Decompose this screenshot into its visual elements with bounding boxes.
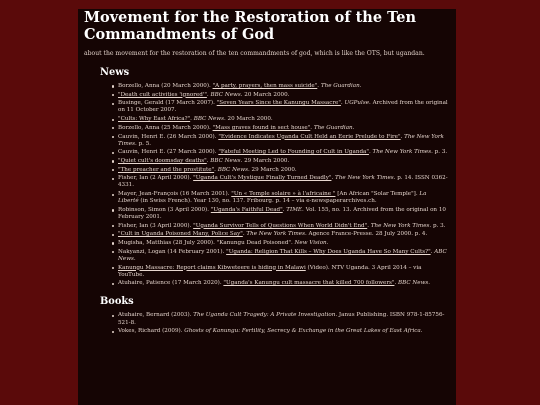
- section-heading-news: News: [100, 67, 130, 78]
- citation-text: . 29 March 2000.: [240, 158, 290, 164]
- citation-link[interactable]: "Cults: Why East Africa?": [118, 116, 191, 123]
- citation-publication: The New York Times: [372, 149, 432, 156]
- citation-link[interactable]: "The preacher and the prostitute": [118, 166, 215, 173]
- citation-text: .: [214, 166, 218, 173]
- list-item: [118, 92, 448, 99]
- citation-publication: Ghosts of Kanungu: Fertility, Secrecy & Exchange in the Great Lakes of East Africa: [184, 328, 421, 335]
- citation-link[interactable]: "A party, prayers, then mass suicide": [212, 83, 318, 89]
- list-item: [118, 175, 448, 189]
- citation-text: .: [133, 255, 136, 262]
- citation-publication: The New York Times: [335, 175, 394, 182]
- citation-text: Borzello, Anna (25 March 2000).: [118, 124, 213, 131]
- page-title: Movement for the Restoration of the Ten Commandments of God: [84, 9, 417, 43]
- citation-publication: BBC News: [398, 280, 429, 287]
- citation-text: Fisher, Ian (3 April 2000).: [118, 222, 194, 229]
- citation-link[interactable]: "Cult in Uganda Poisoned Many, Police Say": [118, 231, 243, 238]
- citation-link[interactable]: "Uganda Survivor Tells of Questions When World Didn't End": [193, 222, 368, 229]
- list-item: [118, 328, 448, 335]
- citation-text: . 20 March 2000.: [223, 116, 273, 123]
- citation-publication: La Liberté: [118, 191, 427, 205]
- citation-link[interactable]: "Seven Years Since the Kanungu Massacre": [216, 100, 341, 107]
- citation-link[interactable]: "Uganda's Faithful Dead": [210, 206, 283, 213]
- citation-text: .: [400, 133, 405, 140]
- citation-text: . Vol. 155, no. 13. Archived from the original on 10 February 2001.: [118, 206, 446, 221]
- citation-text: . p. 3.: [431, 149, 448, 156]
- citation-text: .: [206, 91, 211, 98]
- citation-publication: BBC News: [193, 116, 224, 123]
- citation-text: Businge, Gerald (17 March 2007).: [118, 100, 217, 107]
- citation-text: [An African "Solar Temple"].: [335, 191, 420, 198]
- list-item: [118, 100, 448, 114]
- section-heading-books: Books: [100, 296, 134, 308]
- citation-text: Mugisha, Matthias (28 July 2000). "Kanungu Dead Poisoned".: [118, 240, 295, 247]
- citation-text: .: [331, 175, 336, 182]
- citation-text: .: [368, 149, 373, 156]
- list-item: [118, 312, 448, 326]
- citation-publication: The New York Times: [370, 222, 430, 229]
- list-item: [118, 223, 448, 230]
- citation-text: .: [352, 124, 355, 131]
- citation-link[interactable]: "Fateful Meeting Led to Founding of Cult in Uganda": [218, 149, 369, 156]
- citation-publication: TIME: [286, 206, 303, 213]
- list-item: [118, 207, 448, 221]
- citation-text: (Video). NTV Uganda. 3 April 2014 – via YouTube.: [118, 264, 422, 278]
- citation-text: .: [242, 231, 247, 238]
- citation-text: . Janus Publishing. ISBN 978-1-85756-521-8.: [118, 312, 445, 326]
- citation-text: .: [359, 83, 362, 89]
- citation-text: .: [282, 206, 287, 213]
- citation-publication: BBC News: [217, 166, 248, 173]
- citation-text: Borzello, Anna (20 March 2000).: [118, 83, 213, 89]
- citation-text: .: [428, 280, 431, 287]
- citation-link[interactable]: Kanungu Massacre: Report claims Kibweteere is hiding in Malawi: [118, 264, 306, 271]
- list-item: [118, 116, 448, 123]
- citation-publication: UGPulse: [344, 100, 370, 107]
- citation-publication: New Vision: [294, 240, 327, 247]
- citation-publication: The Guardian: [320, 83, 360, 89]
- citation-text: .: [394, 280, 398, 287]
- citation-text: Atuhaire, Patience (17 March 2020).: [118, 280, 224, 287]
- list-item: [118, 83, 448, 90]
- list-item: [118, 249, 448, 263]
- citation-text: . p. 14. ISSN 0362-4331.: [118, 175, 448, 189]
- citation-text: Cauvin, Henri E. (27 March 2000).: [118, 149, 219, 156]
- citation-text: Nakyanzi, Logan (14 February 2001).: [118, 248, 227, 255]
- citation-text: Cauvin, Henri E. (26 March 2000).: [118, 133, 219, 140]
- citation-link[interactable]: "Un « Temple solaire » à l'africaine ": [231, 191, 336, 198]
- citation-text: .: [430, 248, 435, 255]
- citation-publication: The Uganda Cult Tragedy: A Private Investigation: [193, 312, 336, 319]
- list-item: [118, 158, 448, 165]
- list-item: [118, 167, 448, 174]
- citation-text: .: [340, 100, 345, 107]
- citation-link[interactable]: "Quiet cult's doomsday deaths": [118, 158, 207, 164]
- list-item: [118, 240, 448, 247]
- citation-text: . p. 5.: [135, 140, 152, 147]
- citation-publication: BBC News: [210, 91, 241, 98]
- page-intro: about the movement for the restoration of the ten commandments of god, which is like the OTS, but ugandan.: [84, 50, 425, 57]
- citation-text: Fisher, Ian (2 April 2000).: [118, 175, 194, 182]
- citation-text: . p. 3.: [429, 222, 446, 229]
- citation-text: .: [206, 158, 211, 164]
- list-item: [118, 191, 448, 205]
- citation-link[interactable]: "Evidence Indicates Uganda Cult Held an Eerie Prelude to Fire": [218, 133, 401, 140]
- citation-text: Robinson, Simon (3 April 2000).: [118, 206, 211, 213]
- citation-publication: The New York Times: [118, 133, 444, 147]
- citation-text: Vokes, Richard (2009).: [118, 328, 185, 335]
- citation-publication: The Guardian: [313, 124, 353, 131]
- citation-publication: ABC News: [118, 248, 447, 262]
- citation-link[interactable]: "Uganda Cult's Mystique Finally Turned Deadly": [193, 175, 332, 182]
- citation-text: .: [317, 83, 321, 89]
- books-list: [78, 312, 456, 335]
- citation-text: .: [367, 222, 371, 229]
- list-item: [118, 134, 448, 148]
- citation-link[interactable]: "Death cult activities 'ignored'": [118, 91, 207, 98]
- citation-link[interactable]: "Uganda: Religion That Kills – Why Does Uganda Have So Many Cults?": [226, 248, 431, 255]
- list-item: [118, 125, 448, 132]
- citation-text: (in Swiss French). Year 130, no. 137. Fribourg. p. 14 – via e-newspaperarchives.ch.: [138, 198, 377, 205]
- citation-text: .: [326, 240, 329, 247]
- list-item: [118, 265, 448, 279]
- citation-text: .: [420, 328, 423, 335]
- citation-text: . 29 March 2000.: [247, 166, 297, 173]
- citation-text: . Agence France-Presse. 28 July 2000. p. 4.: [305, 231, 428, 238]
- citation-text: .: [190, 116, 194, 123]
- citation-text: .: [310, 124, 314, 131]
- citation-link[interactable]: "Uganda's Kanungu cult massacre that killed 700 followers": [223, 280, 395, 287]
- page-content: [78, 9, 456, 405]
- list-item: [118, 280, 448, 287]
- list-item: [118, 231, 448, 238]
- citation-text: . 20 March 2000.: [240, 91, 290, 98]
- citation-publication: The New York Times: [246, 231, 305, 238]
- citation-publication: BBC News: [210, 158, 241, 164]
- news-list: [78, 83, 456, 287]
- citation-text: Atuhaire, Bernard (2003).: [118, 312, 194, 319]
- list-item: [118, 149, 448, 156]
- citation-text: . Archived from the original on 11 October 2007.: [118, 100, 448, 114]
- citation-link[interactable]: "Mass graves found in sect house": [212, 124, 311, 131]
- citation-text: Mayer, Jean-François (16 March 2001).: [118, 191, 232, 198]
